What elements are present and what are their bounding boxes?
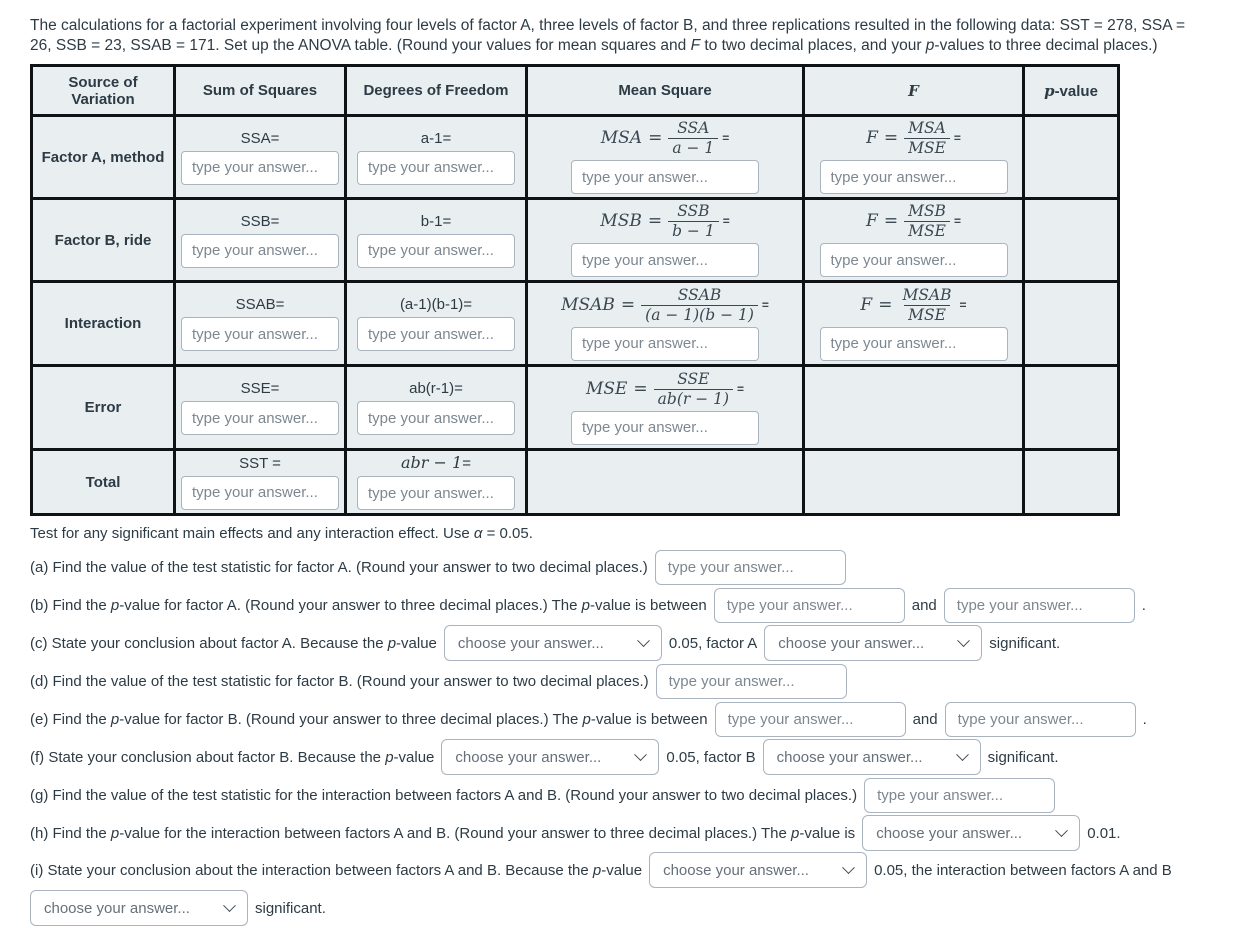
question-e-text: (e) Find the p-value for factor B. (Round your answer to three decimal places.) The p-value is between — [30, 710, 708, 728]
factor-b-f-fraction: $\frac{\text{MSB}}{\text{MSE}}$ — [904, 203, 950, 240]
msb-cell — [527, 199, 804, 282]
factor-b-significance-select[interactable] — [763, 739, 981, 775]
f-lhs: F — [866, 211, 878, 232]
chevron-down-icon — [223, 899, 236, 912]
ssb-cell — [175, 199, 346, 282]
and-text: and — [912, 710, 938, 728]
error-p-value-cell — [1024, 366, 1119, 450]
question-i-mid-text: 0.05, the interaction between factors A and B — [874, 861, 1172, 879]
table-row-error — [32, 366, 1119, 450]
mse-input[interactable] — [571, 411, 759, 445]
question-a-text: (a) Find the value of the test statistic for factor A. (Round your answer to two decimal places.) — [30, 558, 648, 576]
question-f-text: (f) State your conclusion about factor B. Because the p-value — [30, 748, 435, 766]
f-lhs: F — [860, 294, 873, 315]
factor-a-df-cell — [346, 116, 527, 199]
equals-sign: = — [462, 455, 471, 473]
ssab-label: SSAB= — [235, 296, 285, 314]
question-b — [30, 586, 1235, 624]
factor-a-pvalue-lower-input[interactable] — [714, 588, 905, 623]
question-f-mid-text: 0.05, factor B — [666, 748, 756, 766]
sse-cell — [175, 366, 346, 450]
question-e — [30, 700, 1235, 738]
ssab-input[interactable] — [181, 317, 339, 351]
factor-a-p-value-cell — [1024, 116, 1119, 199]
factor-a-significance-select[interactable] — [764, 625, 982, 661]
factor-a-df-input[interactable] — [357, 151, 515, 185]
interaction-pvalue-alpha-comparison-select[interactable] — [649, 852, 867, 888]
factor-b-pvalue-upper-input[interactable] — [945, 702, 1136, 737]
msab-lhs: MSAB — [561, 294, 615, 315]
factor-a-f-fraction: $\frac{\text{MSA}}{\text{MSE}}$ — [904, 120, 950, 157]
equals-sign: = — [648, 128, 663, 149]
factor-b-test-statistic-input[interactable] — [656, 664, 847, 699]
factor-a-f-cell — [804, 116, 1024, 199]
msab-input[interactable] — [571, 327, 759, 361]
total-df-label: abr − 1= — [401, 453, 471, 473]
msab-cell — [527, 282, 804, 366]
error-df-cell — [346, 366, 527, 450]
select-placeholder: choose your answer... — [663, 861, 809, 879]
table-row-total — [32, 450, 1119, 515]
total-p-value-cell — [1024, 450, 1119, 515]
text-segment-f: F — [690, 37, 701, 54]
problem-statement — [30, 16, 1205, 56]
interaction-f-formula — [860, 287, 966, 324]
error-df-label: ab(r-1)= — [409, 380, 463, 398]
question-i-end-text: significant. — [255, 899, 326, 917]
interaction-test-statistic-input[interactable] — [864, 778, 1055, 813]
error-f-cell — [804, 366, 1024, 450]
select-placeholder: choose your answer... — [455, 748, 602, 766]
msa-formula — [601, 120, 730, 157]
msb-lhs: MSB — [600, 211, 642, 232]
sse-label: SSE= — [240, 380, 280, 398]
header-source-of-variation: Source of Variation — [32, 66, 175, 116]
factor-a-df-label: a-1= — [420, 129, 452, 147]
row-label-error: Error — [32, 366, 175, 450]
factor-a-pvalue-comparison-select[interactable] — [444, 625, 662, 661]
factor-a-pvalue-upper-input[interactable] — [944, 588, 1135, 623]
factor-b-f-cell — [804, 199, 1024, 282]
text-segment: Test for any significant main effects and any interaction effect. Use — [30, 525, 474, 543]
p-value-rest: -value — [1054, 82, 1098, 100]
question-c-end-text: significant. — [989, 634, 1061, 652]
factor-a-test-statistic-input[interactable] — [655, 550, 846, 585]
error-df-input[interactable] — [357, 401, 515, 435]
question-c-mid-text: 0.05, factor A — [668, 634, 758, 652]
sse-input[interactable] — [181, 401, 339, 435]
text-segment: to two decimal places, and your — [700, 37, 926, 54]
equals-sign: = — [722, 214, 730, 229]
row-label-interaction: Interaction — [32, 282, 175, 366]
chevron-down-icon — [1055, 824, 1068, 837]
factor-b-df-input[interactable] — [357, 234, 515, 268]
row-label-factor-a: Factor A, method — [32, 116, 175, 199]
total-f-cell — [804, 450, 1024, 515]
factor-b-pvalue-lower-input[interactable] — [715, 702, 906, 737]
total-df-input[interactable] — [357, 476, 515, 510]
factor-a-f-input[interactable] — [820, 160, 1008, 194]
ssb-input[interactable] — [181, 234, 339, 268]
period-text: . — [1141, 596, 1146, 614]
ssa-cell — [175, 116, 346, 199]
equals-sign: = — [959, 297, 967, 312]
text-segment-p: p — [925, 37, 935, 54]
interaction-p-value-cell — [1024, 282, 1119, 366]
sst-label: SST = — [239, 454, 281, 472]
factor-b-f-input[interactable] — [820, 243, 1008, 277]
interaction-f-cell — [804, 282, 1024, 366]
text-segment: -values to three decimal places.) — [934, 37, 1158, 54]
interaction-df-cell — [346, 282, 527, 366]
chevron-down-icon — [635, 748, 648, 761]
msa-fraction: $\frac{\text{SSA}}{a - 1}$ — [668, 120, 718, 157]
factor-b-pvalue-comparison-select[interactable] — [441, 739, 659, 775]
select-placeholder: choose your answer... — [44, 899, 190, 917]
alpha-symbol: α — [473, 525, 483, 543]
chevron-down-icon — [842, 861, 855, 874]
msab-formula — [561, 287, 769, 324]
equals-sign: = — [953, 130, 961, 145]
question-g — [30, 776, 1235, 814]
question-d-text: (d) Find the value of the test statistic for factor B. (Round your answer to two decimal places.) — [30, 672, 649, 690]
equals-sign: = — [878, 294, 893, 315]
msab-fraction: $\frac{\text{SSAB}}{(a - 1)(b - 1)}$ — [641, 287, 758, 324]
question-c — [30, 624, 1235, 662]
interaction-df-input[interactable] — [357, 317, 515, 351]
equals-sign: = — [953, 214, 961, 229]
chevron-down-icon — [956, 748, 969, 761]
question-h-end-text: 0.01. — [1087, 824, 1121, 842]
question-h — [30, 814, 1235, 852]
period-text: . — [1142, 710, 1147, 728]
question-b-text: (b) Find the p-value for factor A. (Round your answer to three decimal places.) The p-value is between — [30, 596, 707, 614]
equals-sign: = — [620, 294, 636, 315]
select-placeholder: choose your answer... — [876, 824, 1023, 842]
factor-b-df-label: b-1= — [420, 212, 452, 230]
equals-sign: = — [633, 378, 648, 399]
msb-fraction: $\frac{\text{SSB}}{b - 1}$ — [668, 203, 719, 240]
select-placeholder: choose your answer... — [776, 748, 923, 766]
interaction-significance-select[interactable] — [30, 890, 248, 926]
select-placeholder: choose your answer... — [457, 634, 604, 652]
equals-sign: = — [647, 211, 663, 232]
chevron-down-icon — [637, 634, 650, 647]
interaction-f-input[interactable] — [820, 327, 1008, 361]
table-row-factor-b — [32, 199, 1119, 282]
equals-sign: = — [883, 211, 899, 232]
equals-sign: = — [883, 128, 899, 149]
ssa-input[interactable] — [181, 151, 339, 185]
row-label-total: Total — [32, 450, 175, 515]
test-instruction — [30, 525, 1220, 542]
ssa-label: SSA= — [240, 129, 280, 147]
question-i-text: (i) State your conclusion about the interaction between factors A and B. Because the p-value — [30, 861, 643, 879]
question-f-end-text: significant. — [987, 748, 1059, 766]
question-g-text: (g) Find the value of the test statistic for the interaction between factors A and B. (Round your answer to two decimal places.) — [30, 786, 858, 804]
question-f — [30, 738, 1235, 776]
header-mean-square: Mean Square — [527, 66, 804, 116]
ssb-label: SSB= — [240, 212, 280, 230]
total-ms-cell — [527, 450, 804, 515]
interaction-pvalue-comparison-select[interactable] — [862, 815, 1080, 851]
and-text: and — [911, 596, 937, 614]
question-a — [30, 548, 1235, 586]
question-i — [30, 852, 1235, 926]
header-p-value — [1024, 66, 1119, 116]
question-c-text: (c) State your conclusion about factor A. Because the p-value — [30, 634, 437, 652]
mse-fraction: $\frac{\text{SSE}}{ab(r - 1)}$ — [654, 371, 733, 408]
mse-lhs: MSE — [585, 378, 628, 399]
sst-cell — [175, 450, 346, 515]
table-row-factor-a — [32, 116, 1119, 199]
equals-sign: = — [737, 381, 745, 396]
msa-input[interactable] — [571, 160, 759, 194]
sst-input[interactable] — [181, 476, 339, 510]
equals-sign: = — [761, 297, 769, 312]
mse-formula — [586, 371, 744, 408]
text-segment: = 0.05. — [482, 525, 533, 543]
text-segment: The calculations for a factorial experiment involving four levels of factor A, three levels of factor B, and three replications resulted in the following data: SST = 278, SSA = 26, SSB = 23, SSAB = 171. Set up the ANOVA table. (Round your values for mean squares and — [30, 17, 1186, 54]
interaction-f-fraction: $\frac{\text{MSAB}}{\text{MSE}}$ — [902, 285, 952, 324]
f-lhs: F — [866, 128, 878, 149]
msb-formula — [600, 203, 729, 240]
factor-b-df-cell — [346, 199, 527, 282]
factor-b-p-value-cell — [1024, 199, 1119, 282]
chevron-down-icon — [957, 634, 970, 647]
msa-lhs: MSA — [600, 128, 643, 149]
header-degrees-of-freedom: Degrees of Freedom — [346, 66, 527, 116]
ssab-cell — [175, 282, 346, 366]
table-header-row — [32, 66, 1119, 116]
interaction-df-label: (a-1)(b-1)= — [399, 296, 473, 314]
question-d — [30, 662, 1235, 700]
msb-input[interactable] — [571, 243, 759, 277]
msa-cell — [527, 116, 804, 199]
row-label-factor-b: Factor B, ride — [32, 199, 175, 282]
select-placeholder: choose your answer... — [778, 634, 925, 652]
header-f: F — [804, 66, 1024, 116]
equals-sign: = — [722, 130, 730, 145]
total-df-cell — [346, 450, 527, 515]
table-row-interaction — [32, 282, 1119, 366]
mse-cell — [527, 366, 804, 450]
factor-b-f-formula — [866, 203, 961, 240]
factor-a-f-formula — [866, 120, 961, 157]
header-sum-of-squares: Sum of Squares — [175, 66, 346, 116]
question-h-text: (h) Find the p-value for the interaction between factors A and B. (Round your answer to three decimal places.) The p-value is — [30, 824, 856, 842]
anova-table — [30, 64, 1120, 516]
p-value-italic-p: p — [1044, 81, 1055, 100]
